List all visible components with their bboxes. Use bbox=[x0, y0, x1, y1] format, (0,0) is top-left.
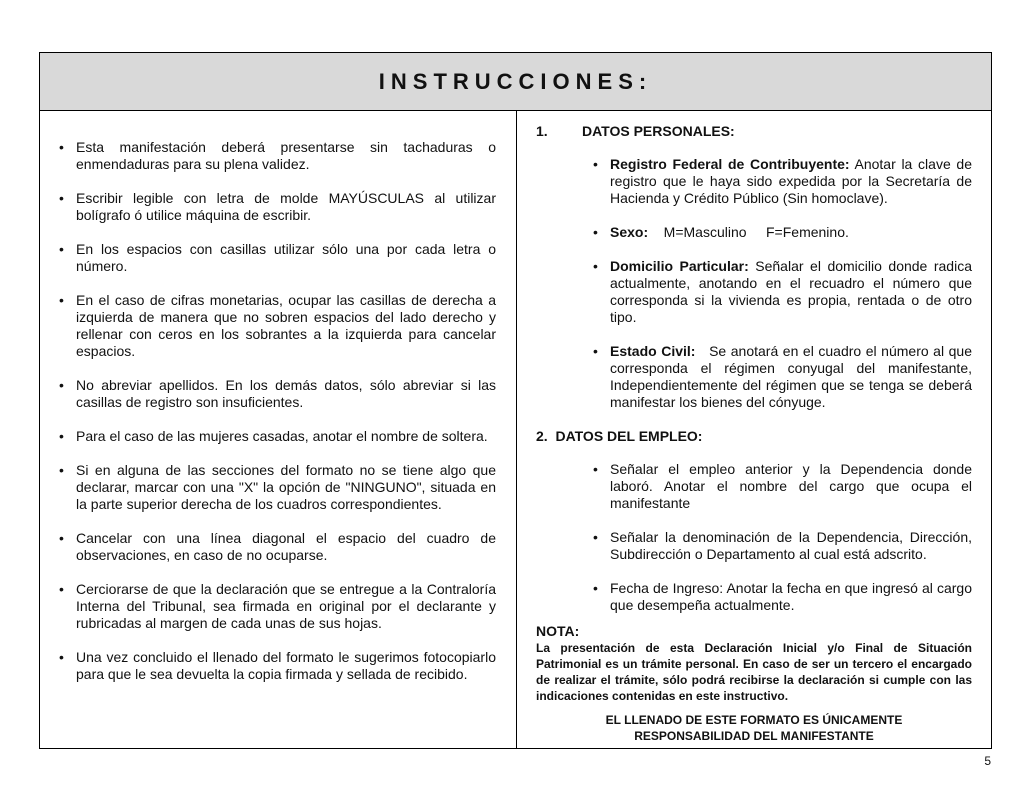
list-item: • Escribir legible con letra de molde MAYÚSCULAS al utilizar bolígrafo ó utilice máquina de escribir. bbox=[59, 190, 496, 223]
list-item: • Señalar la denominación de la Dependencia, Dirección, Subdirección o Departamento al cual está adscrito. bbox=[593, 529, 972, 562]
bullet-icon: • bbox=[59, 241, 64, 257]
list-item: • Esta manifestación deberá presentarse sin tachaduras o enmendaduras para su plena validez. bbox=[59, 139, 496, 172]
page-title: INSTRUCCIONES: bbox=[378, 68, 653, 94]
bullet-icon: • bbox=[593, 461, 598, 477]
list-item: • Cerciorarse de que la declaración que se entregue a la Contraloría Interna del Tribunal, sea firmada en original por el declarante y rubricadas al margen de cada unas de sus hojas. bbox=[59, 581, 496, 631]
item-label: Estado Civil: bbox=[610, 343, 696, 359]
section-personal-data-heading: 1. DATOS PERSONALES: bbox=[536, 123, 735, 139]
list-item: • Domicilio Particular: Señalar el domicilio donde radica actualmente, anotando en el recuadro el número que corresponda si la vivienda es propia, rentada o de otro tipo. bbox=[593, 258, 972, 325]
bullet-icon: • bbox=[593, 258, 598, 274]
responsibility-line-2: RESPONSABILIDAD DEL MANIFESTANTE bbox=[634, 729, 874, 743]
bullet-icon: • bbox=[59, 581, 64, 597]
item-label: Registro Federal de Contribuyente: bbox=[610, 156, 850, 172]
list-item: • Señalar el empleo anterior y la Dependencia donde laboró. Anotar el nombre del cargo que ocupa el manifestante bbox=[593, 461, 972, 511]
bullet-icon: • bbox=[59, 530, 64, 546]
right-column bbox=[536, 119, 976, 744]
bullet-icon: • bbox=[593, 343, 598, 359]
responsibility-line-1: EL LLENADO DE ESTE FORMATO ES ÚNICAMENTE bbox=[605, 713, 903, 727]
item-label: Sexo: bbox=[610, 224, 649, 240]
responsibility-statement bbox=[536, 712, 972, 744]
item-label: Domicilio Particular: bbox=[610, 258, 749, 274]
bullet-icon: • bbox=[59, 428, 64, 444]
list-item: • Registro Federal de Contribuyente: Anotar la clave de registro que le haya sido expedida por la Secretaría de Hacienda y Crédito Público (Sin homoclave). bbox=[593, 156, 972, 206]
list-item: • Sexo: M=Masculino F=Femenino. bbox=[593, 224, 849, 240]
section-number: 1. bbox=[536, 123, 548, 139]
bullet-icon: • bbox=[59, 292, 64, 308]
list-item: • En los espacios con casillas utilizar sólo una por cada letra o número. bbox=[59, 241, 496, 274]
bullet-icon: • bbox=[59, 462, 64, 478]
list-item: • Estado Civil: Se anotará en el cuadro el número al que corresponda el régimen conyugal del manifestante, Independientemente del régimen que se tenga se deberá manifestar los bienes del cónyuge. bbox=[593, 343, 976, 410]
list-item: • En el caso de cifras monetarias, ocupar las casillas de derecha a izquierda de manera que no sobren espacios del lado derecho y rellenar con ceros en los sobrantes a la izquierda para cancelar espacios. bbox=[59, 292, 496, 359]
bullet-icon: • bbox=[59, 190, 64, 206]
left-column bbox=[56, 139, 496, 700]
bullet-icon: • bbox=[59, 139, 64, 155]
bullet-icon: • bbox=[59, 649, 64, 665]
list-item: • Una vez concluido el llenado del formato le sugerimos fotocopiarlo para que le sea devuelta la copia firmada y sellada de recibido. bbox=[59, 649, 496, 682]
employment-data-list bbox=[536, 461, 972, 614]
page-number: 5 bbox=[984, 754, 991, 768]
personal-data-list bbox=[536, 156, 976, 411]
list-item: • Fecha de Ingreso: Anotar la fecha en que ingresó al cargo que desempeña actualmente. bbox=[593, 580, 972, 613]
note-body: La presentación de esta Declaración Inicial y/o Final de Situación Patrimonial es un trámite personal. En caso de ser un tercero el encargado de realizar el trámite, sólo podrá recibirse la declaración si cumple con las indicaciones contenidas en este instructivo. bbox=[536, 641, 972, 703]
bullet-icon: • bbox=[593, 529, 598, 545]
list-item: • Para el caso de las mujeres casadas, anotar el nombre de soltera. bbox=[59, 428, 488, 444]
bullet-icon: • bbox=[593, 156, 598, 172]
title-bar bbox=[40, 53, 991, 111]
bullet-icon: • bbox=[593, 580, 598, 596]
general-instructions-list bbox=[56, 139, 496, 683]
list-item: • Si en alguna de las secciones del formato no se tiene algo que declarar, marcar con una "X" la opción de "NINGUNO", situada en la parte superior derecha de los cuadros correspondientes. bbox=[59, 462, 496, 512]
bullet-icon: • bbox=[593, 224, 598, 240]
column-divider bbox=[516, 111, 517, 748]
list-item: • No abreviar apellidos. En los demás datos, sólo abreviar si las casillas de registro son insuficientes. bbox=[59, 377, 496, 410]
list-item: • Cancelar con una línea diagonal el espacio del cuadro de observaciones, en caso de no ocuparse. bbox=[59, 530, 496, 563]
instructions-frame bbox=[39, 52, 992, 749]
section-employment-heading: 2. DATOS DEL EMPLEO: bbox=[536, 428, 703, 444]
note-title: NOTA: bbox=[536, 623, 580, 639]
bullet-icon: • bbox=[59, 377, 64, 393]
